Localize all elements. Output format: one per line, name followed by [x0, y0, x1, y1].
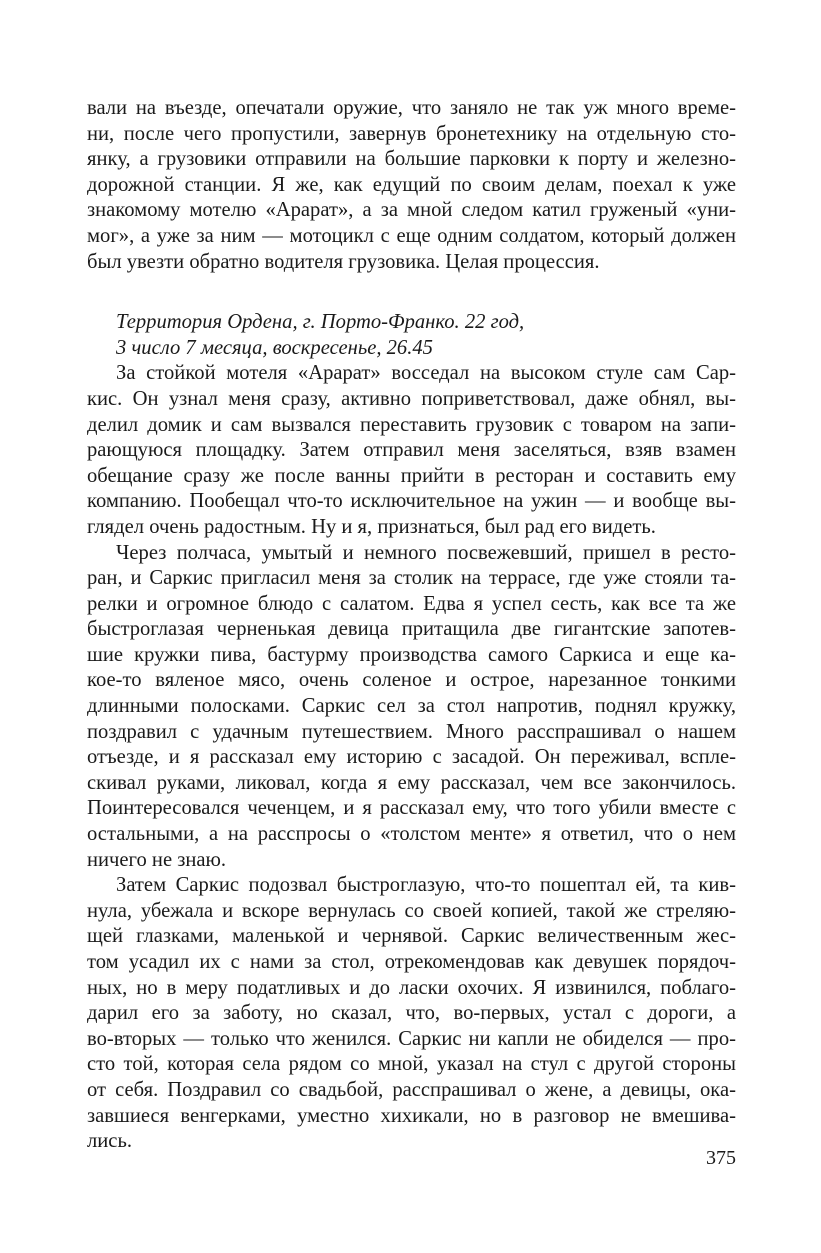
text-line: мог», а уже за ним — мотоцикл с еще одним солдатом, который должен [87, 224, 736, 247]
text-line: ни, после чего пропустили, завернув бронетехнику на отдельную сто- [87, 122, 736, 145]
text-line: шие кружки пива, бастурму производства самого Саркиса и еще ка- [87, 643, 736, 666]
paragraph-3 [87, 541, 736, 874]
page-text [87, 96, 736, 1155]
text-line: рающуюся площадку. Затем отправил меня заселяться, взяв взамен [87, 439, 736, 462]
section-heading [87, 310, 736, 361]
text-line: лись. [87, 1130, 132, 1153]
text-line: дорожной станции. Я же, как едущий по своим делам, поехал к уже [87, 173, 736, 196]
text-line: быстроглазая черненькая девица притащила две гигантские запотев- [87, 618, 736, 641]
text-line: глядел очень радостным. Ну и я, признаться, был рад его видеть. [87, 515, 656, 538]
text-line: сто той, которая села рядом со мной, указал на стул с другой стороны [87, 1053, 736, 1076]
text-line: компанию. Пообещал что-то исключительное на ужин — и вообще вы- [87, 490, 736, 513]
heading-line: 3 число 7 месяца, воскресенье, 26.45 [116, 336, 433, 359]
paragraph-4 [87, 873, 736, 1155]
text-line: том усадил их с нами за стол, отрекомендовав как девушек порядоч- [87, 951, 736, 973]
text-line: делил домик и сам вызвался переставить грузовик с товаром на запи- [87, 413, 736, 436]
text-line: обещание сразу же после ванны прийти в ресторан и составить ему [87, 464, 736, 487]
text-line: длинными полосками. Саркис сел за стол напротив, поднял кружку, [87, 695, 736, 718]
text-line: кис. Он узнал меня сразу, активно поприветствовал, даже обнял, вы- [87, 387, 736, 410]
text-line: скивал руками, ликовал, когда я ему рассказал, чем все закончилось. [87, 771, 736, 794]
text-line: Затем Саркис подозвал быстроглазую, что-то пошептал ей, та кив- [116, 874, 736, 897]
text-line: от себя. Поздравил со свадьбой, расспрашивал о жене, а девицы, ока- [87, 1078, 736, 1101]
text-line: ничего не знаю. [87, 848, 227, 871]
text-line: знакомому мотелю «Арарат», а за мной следом катил груженый «уни- [87, 199, 736, 222]
text-line: был увезти обратно водителя грузовика. Целая процессия. [87, 250, 600, 273]
text-line: Поинтересовался чеченцем, и я рассказал ему, что того убили вместе с [87, 797, 736, 820]
text-line: янку, а грузовики отправили на большие парковки к порту и железно- [87, 148, 736, 171]
page-number: 375 [706, 1147, 736, 1169]
text-line: щей глазками, маленькой и чернявой. Саркис величественным жес- [87, 925, 736, 948]
heading-line: Территория Ордена, г. Порто-Франко. 22 год, [116, 311, 525, 334]
text-line: ран, и Саркис пригласил меня за столик на террасе, где уже стояли та- [87, 567, 736, 590]
text-line: ных, но в меру податливых и до ласки охочих. Я извинился, поблаго- [87, 976, 736, 999]
text-line: отъезде, и я рассказал ему историю с засадой. Он переживал, вспле- [87, 746, 736, 769]
text-line: дарил его за заботу, но сказал, что, во-первых, устал с дороги, а [87, 1002, 736, 1025]
text-line: во-вторых — только что женился. Саркис ни капли не обиделся — про- [87, 1027, 736, 1050]
text-line: остальными, а на расспросы о «толстом менте» я ответил, что о нем [87, 823, 736, 846]
text-line: За стойкой мотеля «Арарат» восседал на высоком стуле сам Сар- [116, 362, 736, 385]
text-line: Через полчаса, умытый и немного посвежевший, пришел в ресто- [116, 541, 736, 564]
text-line: релки и огромное блюдо с салатом. Едва я успел сесть, как все та же [87, 592, 736, 615]
text-line: завшиеся венгерками, уместно хихикали, но в разговор не вмешива- [87, 1104, 736, 1127]
text-line: поздравил с удачным путешествием. Много расспрашивал о нашем [87, 720, 736, 743]
text-line: кое-то вяленое мясо, очень соленое и острое, нарезанное тонкими [87, 669, 736, 692]
paragraph-1 [87, 96, 736, 275]
text-line: нула, убежала и вскоре вернулась со своей копией, такой же стреляю- [87, 899, 736, 922]
text-line: вали на въезде, опечатали оружие, что заняло не так уж много време- [87, 97, 736, 119]
paragraph-2 [87, 361, 736, 540]
